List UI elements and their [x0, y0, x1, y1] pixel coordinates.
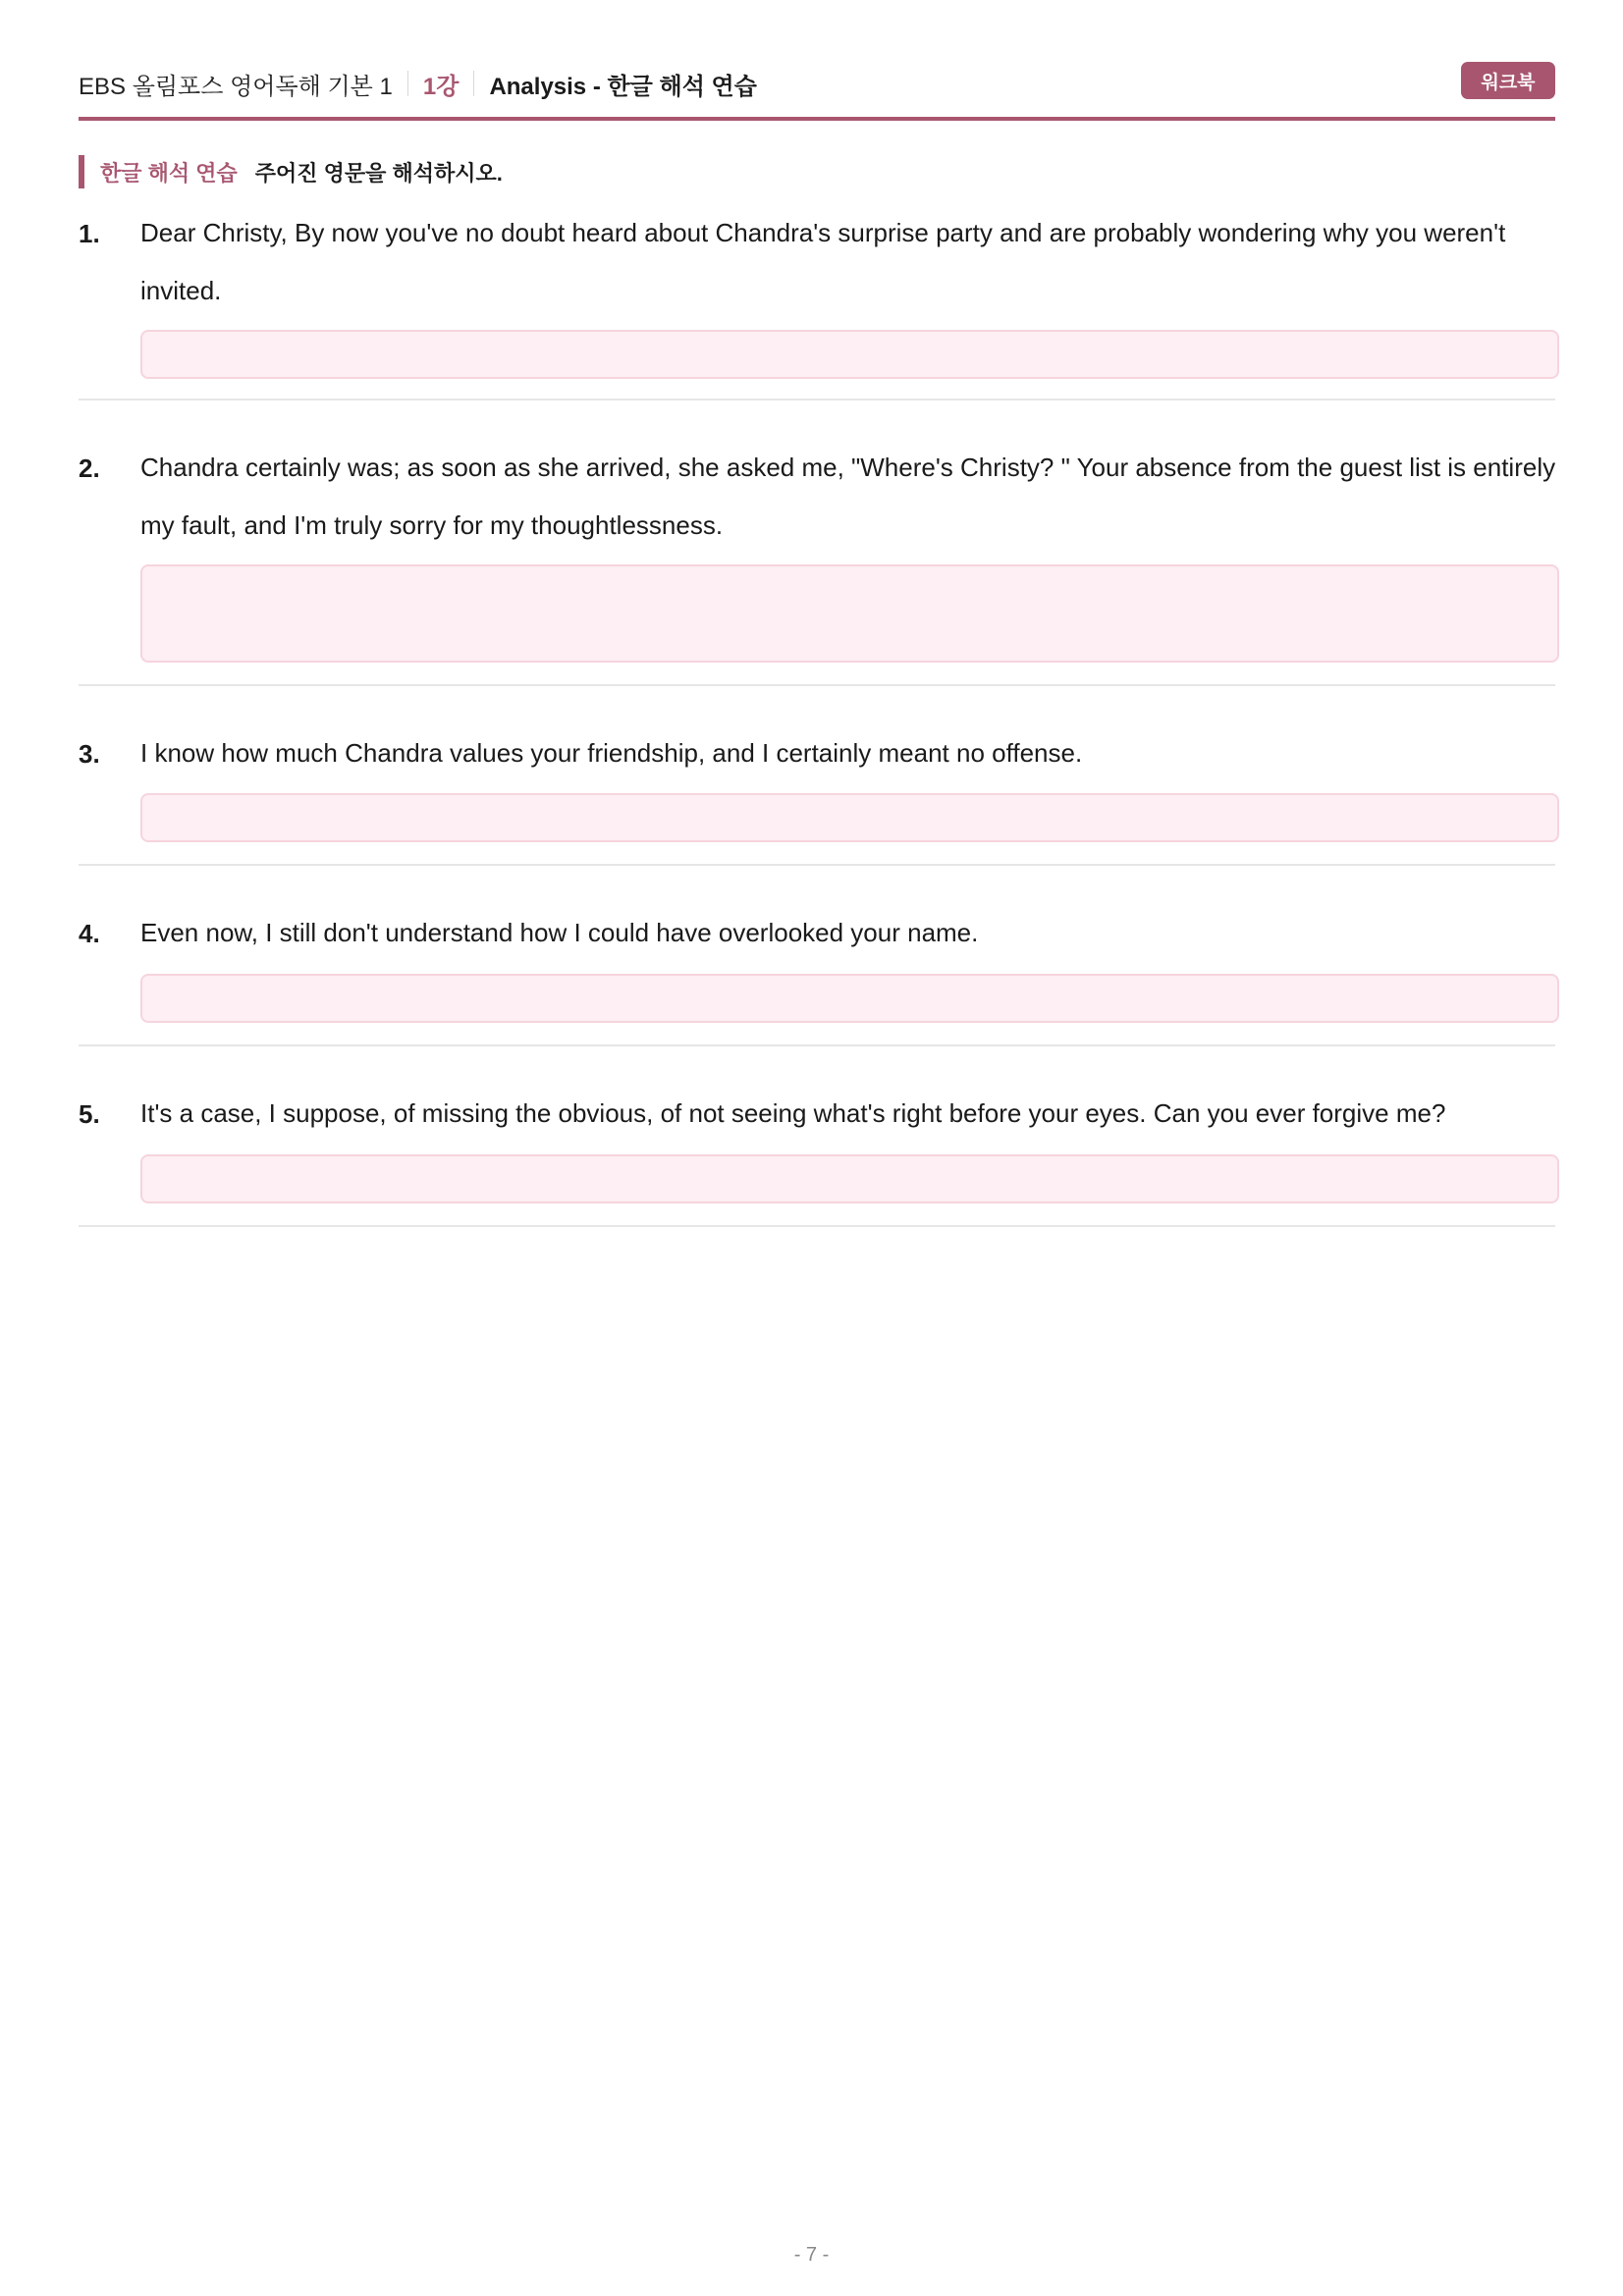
answer-box[interactable]	[140, 564, 1559, 663]
answer-box[interactable]	[140, 974, 1559, 1023]
question-text: Chandra certainly was; as soon as she arrived, she asked me, "Where's Christy? " Your absence from the guest list is entirely my fault, and I'm truly sorry for my thoughtlessness.	[140, 453, 1556, 540]
instruction	[79, 155, 503, 188]
section-title: Analysis - 한글 해석 연습	[489, 73, 757, 100]
question-number: 4.	[79, 919, 100, 948]
question-text: Even now, I still don't understand how I could have overlooked your name.	[140, 918, 979, 947]
question-text: Dear Christy, By now you've no doubt heard about Chandra's surprise party and are probably wondering why you weren't invited.	[140, 218, 1506, 305]
instruction-text: 주어진 영문을 해석하시오.	[254, 160, 503, 186]
question-item-3	[79, 724, 1555, 872]
header-separator	[407, 71, 408, 96]
item-divider	[79, 399, 1555, 400]
header-rule	[79, 117, 1555, 121]
question-text: I know how much Chandra values your friendship, and I certainly meant no offense.	[140, 738, 1083, 768]
question-text: It's a case, I suppose, of missing the obvious, of not seeing what's right before your eyes. Can you ever forgive me?	[140, 1098, 1446, 1128]
answer-box[interactable]	[140, 793, 1559, 842]
header-separator	[473, 71, 474, 96]
question-number: 3.	[79, 739, 100, 769]
question-item-1	[79, 204, 1555, 400]
question-item-4	[79, 904, 1555, 1051]
question-number: 5.	[79, 1099, 100, 1129]
lesson-label: 1강	[422, 73, 460, 100]
answer-box[interactable]	[140, 1154, 1559, 1203]
instruction-accent-bar	[79, 155, 84, 188]
book-title: EBS 올림포스 영어독해 기본 1	[79, 73, 393, 100]
workbook-badge: 워크북	[1461, 62, 1555, 99]
item-divider	[79, 1225, 1555, 1227]
page-number: - 7 -	[793, 2244, 830, 2266]
question-item-2	[79, 439, 1555, 694]
question-number: 1.	[79, 219, 100, 248]
item-divider	[79, 864, 1555, 866]
item-divider	[79, 1044, 1555, 1046]
page-header	[79, 61, 1555, 106]
instruction-label: 한글 해석 연습	[100, 160, 238, 186]
question-item-5	[79, 1085, 1555, 1232]
answer-box[interactable]	[140, 330, 1559, 379]
question-number: 2.	[79, 454, 100, 483]
item-divider	[79, 684, 1555, 686]
